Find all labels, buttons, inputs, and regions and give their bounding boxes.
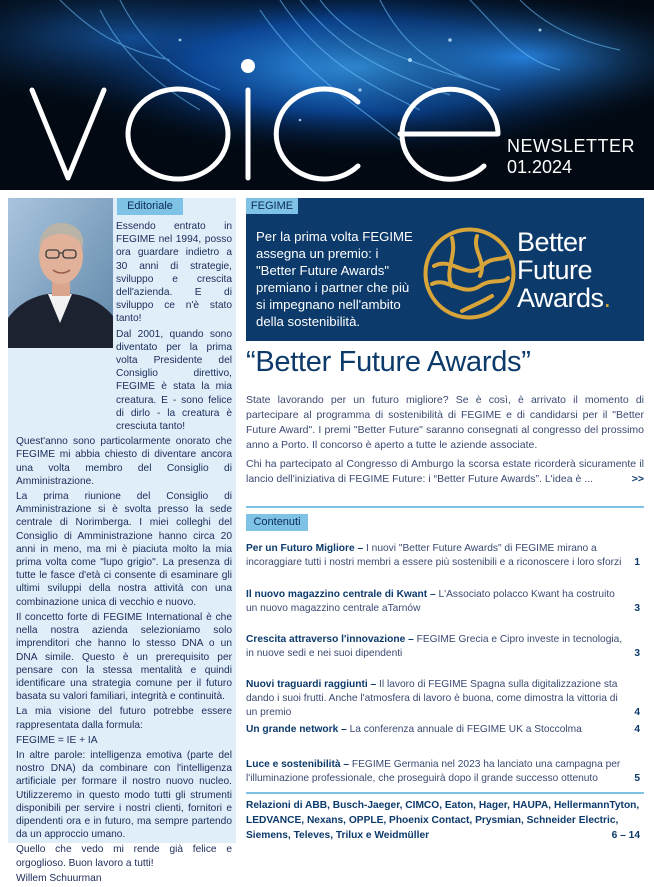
editorial-paragraph-5: Il concetto forte di FEGIME International è che nella nostra azienda selezioniamo solo imprenditori che hanno lo stesso DNA o un DNA simile. Questo è un prerequisito per pensare con la stessa mentalità e quindi identificare una strategia comune per il futuro basata su valori familiari, integrità e continuità. (16, 611, 232, 703)
toc-item-page: 1 (634, 557, 640, 568)
award-word-3-wrap (517, 284, 611, 312)
editorial-paragraph-2: Dal 2001, quando sono diventato per la prima volta Presidente del Consiglio direttivo, FEGIME è stata la mia creatura. E - sono felice di dirlo - la creatura è cresciuta tanto! (116, 328, 232, 433)
award-promo-text: Per la prima volta FEGIME assegna un premio: i "Better Future Awards" premiano i partner che più si impegnano nell'ambito della sostenibilità. (256, 229, 413, 329)
toc-item-title: Crescita attraverso l'innovazione – (246, 634, 414, 645)
voice-logo (28, 52, 518, 192)
award-dot: . (603, 283, 611, 313)
toc-item[interactable] (246, 633, 644, 661)
editorial-formula: FEGIME = IE + IA (16, 734, 98, 746)
partners-text: Relazioni di ABB, Busch-Jaeger, CIMCO, Eaton, Hager, HAUPA, HellermannTyton, LEDVANCE, Nexans, OPPLE, Phoenix Contact, Prysmian, Schneider Electric, Siemens, Televes, Trilux e Weidmüller (246, 800, 640, 841)
partners-pages: 6 – 14 (611, 830, 640, 841)
fegime-tag: FEGIME (246, 198, 298, 214)
toc-item-page: 3 (634, 648, 640, 659)
toc-item-title: Luce e sostenibilità – (246, 759, 350, 770)
toc-item-page: 4 (634, 724, 640, 735)
editorial-paragraph-6: La mia visione del futuro potrebbe essere rappresentata dalla formula: (16, 706, 232, 731)
toc-item-title: Il nuovo magazzino centrale di Kwant – (246, 589, 436, 600)
editorial-signature: Willem Schuurman (16, 872, 102, 884)
intro-paragraph-1: State lavorando per un futuro migliore? Se è così, è arrivato il momento di partecipare al programma di sostenibilità di FEGIME e di candidarsi per il "Better Future Award". I premi "Better Future" saranno consegnati al congresso del prossimo anno a Porto. Il concorso è aperto a tutte le aziende associate. (246, 394, 644, 451)
toc-item-description: Il lavoro di FEGIME Spagna sulla digitalizzazione sta dando i suoi frutti. Anche l'atmosfera di lavoro è buona, come dimostra la vittoria di un premio (246, 679, 618, 718)
editorial-text (16, 220, 232, 887)
editorial-column (8, 198, 236, 884)
editorial-tag: Editoriale (117, 198, 183, 215)
better-future-awards-emblem-icon (422, 226, 517, 321)
award-wordmark (517, 228, 611, 312)
header-banner (0, 0, 654, 190)
toc-item-description: L'Associato polacco Kwant ha costruito un nuovo magazzino centrale aTarnów (246, 589, 615, 614)
read-more-link[interactable]: >> (631, 473, 644, 485)
partners-reports (246, 798, 644, 843)
toc-item[interactable] (246, 588, 644, 616)
intro-paragraph-2: Chi ha partecipato al Congresso di Amburgo la scorsa estate ricorderà sicuramente il lancio dell'iniziativa di FEGIME Future: i “Better Future Awards”. L'idea è ... (246, 458, 644, 485)
toc-item[interactable] (246, 678, 644, 720)
editorial-paragraph-9: Quello che vedo mi rende già felice e orgoglioso. Buon lavoro a tutti! (16, 844, 232, 869)
editorial-paragraph-4: La prima riunione del Consiglio di Amministrazione si è svolta presso la sede centrale di Norimberga. I miei colleghi del Consiglio di Amministrazione hanno circa 20 anni in meno, ma mi è piaciuta molto la mia prima volta come "lupo grigio". La presenza di tutte le fasce d'età ci consente di esaminare gli ultimi sviluppi della nostra attività con una combinazione unica di vecchio e nuovo. (16, 491, 232, 608)
intro-paragraph-2-wrap (246, 457, 644, 487)
toc-item-description: La conferenza annuale di FEGIME UK a Stoccolma (349, 724, 582, 735)
toc-item[interactable] (246, 723, 644, 737)
award-word-2: Future (517, 255, 593, 285)
editorial-paragraph-3: Quest'anno sono particolarmente onorato che FEGIME mi abbia chiesto di diventare ancora una volta membro del Consiglio di Amministrazione. (16, 436, 232, 487)
article-headline: “Better Future Awards” (246, 346, 531, 378)
toc-item-description: FEGIME Grecia e Cipro investe in tecnologia, in nuove sedi e nei suoi dipendenti (246, 634, 623, 659)
toc-item-description: FEGIME Germania nel 2023 ha lanciato una campagna per l'illuminazione professionale, che proseguirà dopo il grande successo ottenuto (246, 759, 621, 784)
toc-item[interactable] (246, 542, 644, 570)
issue-number: 01.2024 (507, 157, 573, 177)
divider-bottom (246, 792, 644, 794)
toc-item-page: 3 (634, 603, 640, 614)
toc-item-title: Un grande network – (246, 724, 347, 735)
toc-item-title: Nuovi traguardi raggiunti – (246, 679, 377, 690)
award-word-1: Better (517, 227, 587, 257)
article-intro (246, 393, 644, 491)
award-promo-box (246, 198, 644, 341)
award-word-3: Awards (517, 283, 604, 313)
divider-top (246, 506, 644, 508)
editorial-paragraph-8: In altre parole: intelligenza emotiva (parte del nostro DNA) da combinare con l'intelligenza artificiale per formare il nostro nuovo nucleo. Utilizzeremo in questo modo tutti gli strumenti disponibili per servire i nostri clienti, fornitori e dipendenti ora e in futuro, ma sempre partendo da un approccio umano. (16, 749, 232, 841)
toc-item-title: Per un Futuro Migliore – (246, 543, 364, 554)
toc-item[interactable] (246, 758, 644, 786)
contents-tag: Contenuti (246, 514, 308, 531)
toc-item-page: 5 (634, 773, 640, 784)
newsletter-label: NEWSLETTER (507, 136, 636, 156)
editorial-paragraph-1: Essendo entrato in FEGIME nel 1994, posso ora guardare indietro a 30 anni di strategie, sviluppo e crescita dell'azienda. E di sviluppo ce n'è stato tanto! (116, 221, 232, 325)
toc-item-description: I nuovi "Better Future Awards" di FEGIME mirano a incoraggiare tutti i nostri membri a essere più sostenibili e a riconoscere i loro sforzi (246, 543, 622, 568)
toc-item-page: 4 (634, 707, 640, 718)
